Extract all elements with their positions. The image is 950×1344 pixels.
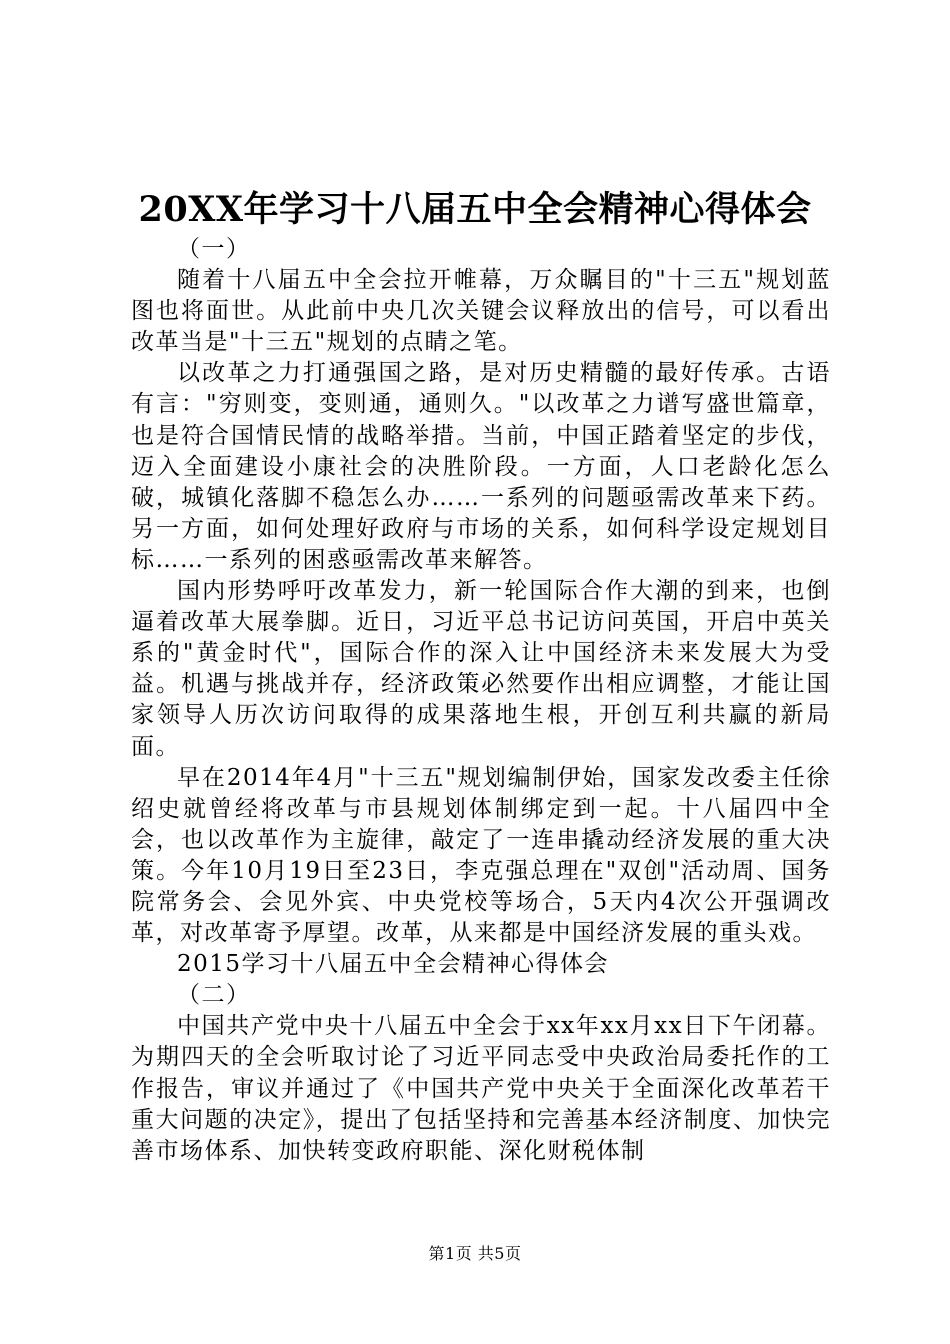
paragraph: 早在2014年4月"十三五"规划编制伊始，国家发改委主任徐绍史就曾经将改革与市县规划体制绑定到一起。十八届四中全会，也以改革作为主旋律，敲定了一连串撬动经济发展的重大决策。今年10月19日至23日，李克强总理在"双创"活动周、国务院常务会、会见外宾、中央党校等场合，5天内4次公开强调改革，对改革寄予厚望。改革，从来都是中国经济发展的重头戏。 — [131, 764, 831, 947]
section-heading-2: （二） — [177, 982, 251, 1009]
page-footer: 第1页 共5页 — [428, 1244, 522, 1263]
document-title: 20XX年学习十八届五中全会精神心得体会 — [138, 189, 812, 230]
document-body — [131, 234, 831, 1167]
paragraph: 国内形势呼吁改革发力，新一轮国际合作大潮的到来，也倒逼着改革大展拳脚。近日，习近平总书记访问英国，开启中英关系的"黄金时代"，国际合作的深入让中国经济未来发展大为受益。机遇与挑战并存，经济政策必然要作出相应调整，才能让国家领导人历次访问取得的成果落地生根，开创互利共赢的新局面。 — [131, 578, 831, 760]
paragraph: 中国共产党中央十八届五中全会于xx年xx月xx日下午闭幕。为期四天的全会听取讨论了习近平同志受中央政治局委托作的工作报告，审议并通过了《中国共产党中央关于全面深化改革若干重大问题的决定》，提出了包括坚持和完善基本经济制度、加快完善市场体系、加快转变政府职能、深化财税体制 — [131, 1013, 831, 1164]
section-heading-1: （一） — [177, 236, 251, 262]
paragraph: 随着十八届五中全会拉开帷幕，万众瞩目的"十三五"规划蓝图也将面世。从此前中央几次关键会议释放出的信号，可以看出改革当是"十三五"规划的点睛之笔。 — [131, 267, 831, 356]
subtitle-line: 2015学习十八届五中全会精神心得体会 — [177, 951, 610, 978]
paragraph: 以改革之力打通强国之路，是对历史精髓的最好传承。古语有言："穷则变，变则通，通则久。"以改革之力谱写盛世篇章，也是符合国情民情的战略举措。当前，中国正踏着坚定的步伐，迈入全面建设小康社会的决胜阶段。一方面，人口老龄化怎么破，城镇化落脚不稳怎么办……一系列的问题亟需改革来下药。另一方面，如何处理好政府与市场的关系，如何科学设定规划目标……一系列的困惑亟需改革来解答。 — [131, 360, 831, 573]
